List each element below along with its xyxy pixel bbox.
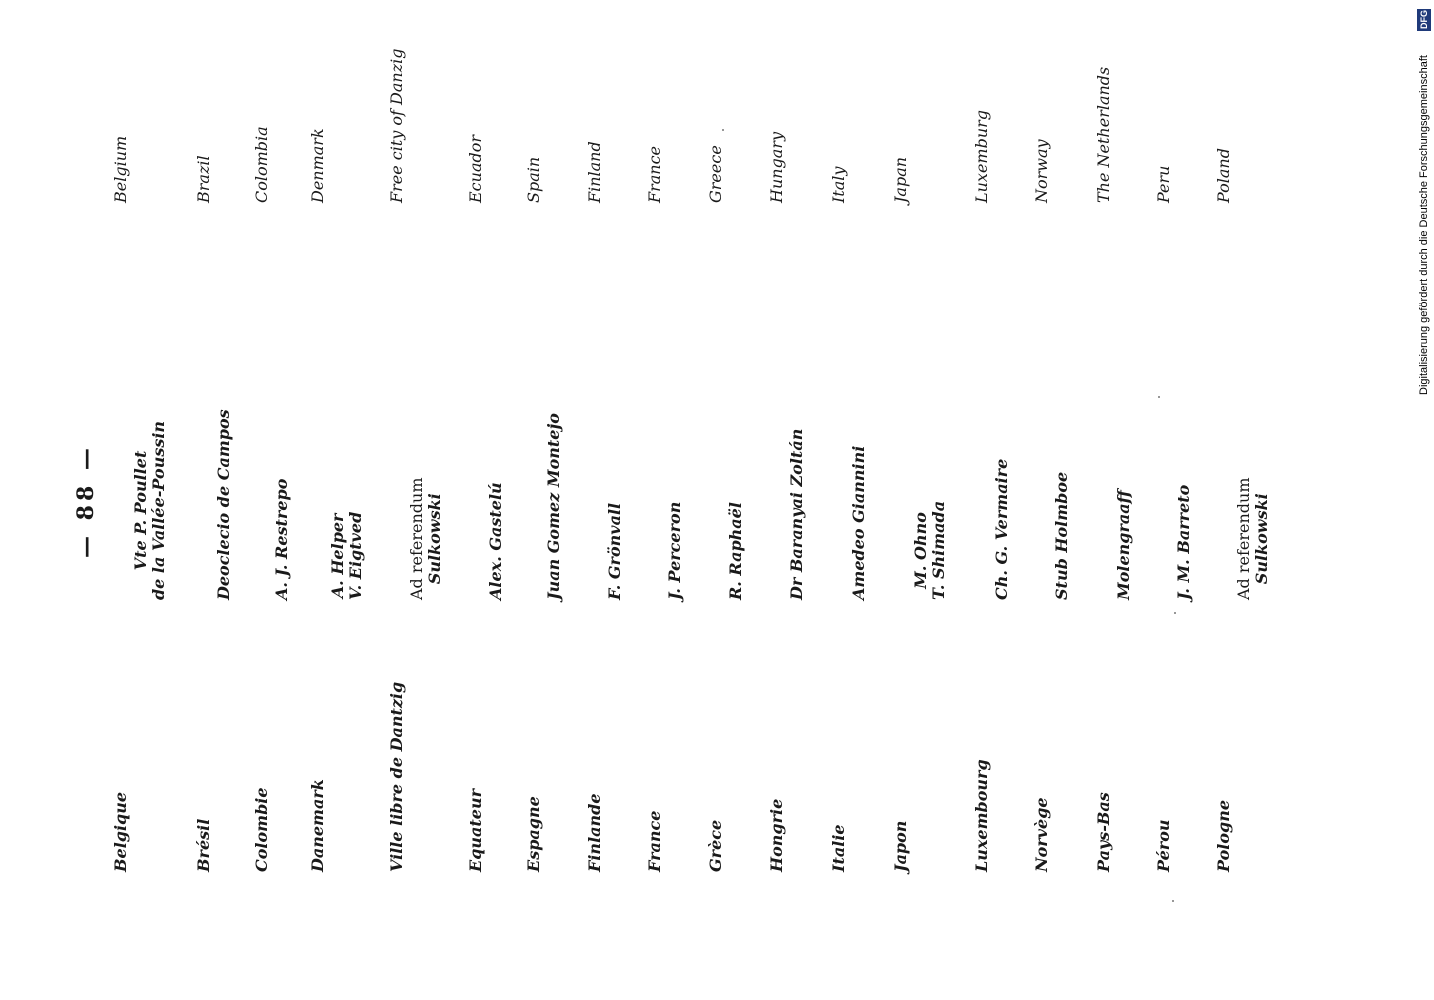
signatory-name: T. Shimada [929, 500, 949, 600]
english-country-name: Finland [585, 141, 604, 203]
signatory-name: Vte P. Poullet [131, 450, 150, 571]
french-country-name: Pologne [1214, 799, 1233, 872]
english-country-name: Luxemburg [972, 109, 991, 203]
signatory [727, 502, 745, 600]
signatory [850, 446, 868, 600]
signatory [273, 479, 291, 600]
english-country-name: The Netherlands [1094, 66, 1113, 203]
english-country-name: Norway [1032, 139, 1051, 203]
signatory-name: Ch. G. Vermaire [992, 458, 1011, 600]
signatory [993, 459, 1011, 600]
signatory [329, 512, 366, 600]
signatory-name: M. Ohno [911, 512, 930, 589]
french-country-name: Grèce [706, 819, 725, 872]
french-country-name: Finlande [585, 793, 604, 872]
signatory-name: J. M. Barreto [1174, 484, 1193, 600]
english-country-name: Colombia [252, 126, 271, 203]
signatory-name: Dr Baranyai Zoltán [787, 428, 806, 600]
signatory [1235, 477, 1272, 600]
signatory-name: Amedeo Giannini [849, 445, 868, 600]
scan-speck [1172, 900, 1174, 902]
english-country-name: Poland [1214, 148, 1233, 203]
french-country-name: Pays-Bas [1094, 792, 1113, 872]
english-country-name: Italy [829, 166, 848, 203]
signatory-name: V. Eigtved [346, 511, 366, 600]
scan-speck [1158, 396, 1160, 398]
signatory [606, 503, 624, 600]
signatory [132, 421, 169, 600]
signatory-name: Ad referendum [1234, 477, 1253, 600]
english-country-name: Hungary [767, 131, 786, 203]
page-number: — 88 — [73, 444, 99, 558]
french-country-name: Italie [829, 824, 848, 872]
signatory-name: Sulkowski [1252, 493, 1272, 585]
signatory-name: A. J. Restrepo [272, 478, 291, 600]
french-country-name: Ville libre de Dantzig [387, 681, 406, 872]
signatory-name: Juan Gomez Montejo [544, 413, 563, 600]
dfg-logo: DFG [1419, 10, 1429, 30]
french-country-name: Espagne [524, 796, 543, 872]
signatory-name: Deoclecio de Campos [214, 409, 233, 600]
signatory-name: Alex. Gastelú [486, 482, 505, 600]
french-country-name: Belgique [111, 791, 130, 872]
signatory-name: Stub Holmboe [1052, 471, 1071, 600]
french-country-name: Danemark [308, 779, 327, 872]
signatory [912, 501, 949, 600]
signatory-name: F. Grönvall [605, 502, 624, 600]
signatory [1175, 485, 1193, 600]
signatory-name: R. Raphaël [726, 502, 745, 600]
signatory-name: Sulkowski [425, 493, 445, 585]
english-country-name: Brazil [194, 155, 213, 203]
french-country-name: Equateur [466, 788, 485, 872]
french-country-name: Luxembourg [972, 759, 991, 872]
french-country-name: France [645, 810, 664, 872]
signatory [408, 477, 445, 600]
english-country-name: Spain [524, 156, 543, 203]
french-country-name: Japon [891, 820, 910, 872]
scan-speck [722, 129, 724, 131]
english-country-name: Greece [706, 145, 725, 203]
french-country-name: Hongrie [767, 798, 786, 872]
scan-speck [1174, 612, 1176, 614]
digitization-credit: Digitalisierung gefördert durch die Deutsche Forschungsgemeinschaft [1418, 55, 1430, 395]
signatory [1115, 490, 1133, 600]
french-country-name: Pérou [1154, 819, 1173, 872]
signatory-name: de la Vallée-Poussin [149, 420, 169, 600]
signatory [545, 413, 563, 600]
english-country-name: Ecuador [466, 134, 485, 203]
signatory [666, 502, 684, 600]
english-country-name: France [645, 145, 664, 203]
french-country-name: Brésil [194, 818, 213, 872]
signatory [788, 429, 806, 600]
signatory-name: Ad referendum [407, 477, 426, 600]
french-country-name: Norvège [1032, 797, 1051, 872]
signatory [215, 409, 233, 600]
french-country-name: Colombie [252, 787, 271, 872]
english-country-name: Belgium [111, 135, 130, 203]
signatory-name: J. Perceron [665, 501, 684, 600]
english-country-name: Peru [1154, 165, 1173, 203]
signatory-name: Molengraaff [1114, 490, 1133, 600]
english-country-name: Free city of Danzig [387, 48, 406, 203]
signatory [487, 482, 505, 600]
english-country-name: Denmark [308, 128, 327, 203]
signatory [1053, 472, 1071, 600]
signatory-name: A. Helper [328, 513, 347, 599]
english-country-name: Japan [891, 156, 910, 203]
